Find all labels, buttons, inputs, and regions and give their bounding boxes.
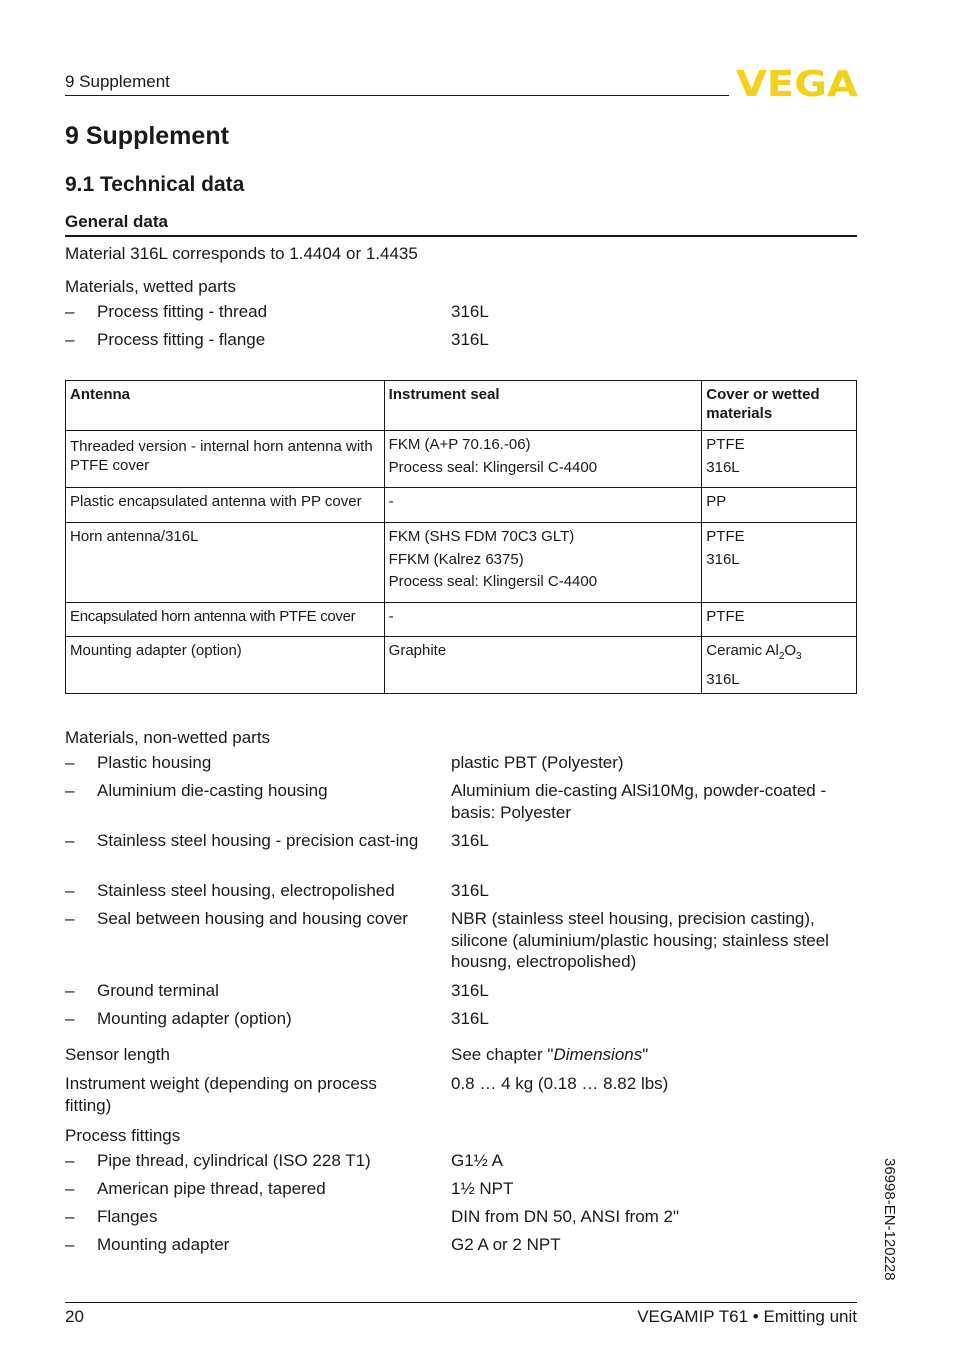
list-dash: – <box>65 981 75 1000</box>
cell-line: Process seal: Klingersil C-4400 <box>388 573 598 590</box>
cell-line: PTFE <box>706 436 745 453</box>
spec-label: Aluminium die-casting housing <box>97 781 328 800</box>
spec-value: DIN from DN 50, ANSI from 2" <box>451 1207 680 1226</box>
cell-line: FKM (A+P 70.16.-06) <box>388 436 531 453</box>
table-cell <box>384 431 702 488</box>
spec-label: Seal between housing and housing cover <box>97 909 408 928</box>
table-cell <box>384 603 702 637</box>
cell-line: Encapsulated horn antenna with PTFE cover <box>70 608 356 625</box>
vega-logo-mark <box>735 66 859 98</box>
formula-part: O <box>784 642 797 659</box>
spec-value: 316L <box>451 831 489 850</box>
list-dash: – <box>65 1207 75 1226</box>
table-cell <box>66 431 385 488</box>
table-cell <box>66 488 385 523</box>
cell-line: FFKM (Kalrez 6375) <box>388 550 524 568</box>
value-italic: Dimensions <box>553 1045 643 1064</box>
list-dash: – <box>65 881 75 900</box>
list-dash: – <box>65 1009 75 1028</box>
cell-line: PTFE <box>706 608 745 625</box>
cell-line: Plastic encapsulated antenna with PP cover <box>70 493 362 510</box>
spec-value <box>451 1044 861 1066</box>
table-row <box>66 431 857 488</box>
cell-line: Mounting adapter (option) <box>70 642 242 659</box>
list-dash: – <box>65 302 75 321</box>
spec-label: Flanges <box>97 1207 158 1226</box>
table-row <box>66 523 857 603</box>
cell-text: Threaded version - internal horn antenna with PTFE cover <box>70 438 373 474</box>
cell-line: Horn antenna/316L <box>70 528 199 545</box>
spec-label: Stainless steel housing, electropolished <box>97 881 395 900</box>
spec-value: 0.8 … 4 kg (0.18 … 8.82 lbs) <box>451 1074 669 1093</box>
svg-text:VEGA: VEGA <box>736 66 859 98</box>
subheading-rule <box>65 235 857 237</box>
cell-line: - <box>388 493 394 510</box>
spec-value: Aluminium die-casting AlSi10Mg, powder-coated - basis: Polyester <box>451 781 827 822</box>
list-dash: – <box>65 330 75 349</box>
spec-value: G1½ A <box>451 1151 503 1170</box>
list-dash: – <box>65 909 75 928</box>
list-dash: – <box>65 753 75 772</box>
table-cell <box>702 603 857 637</box>
table-cell <box>384 488 702 523</box>
table-cell <box>66 603 385 637</box>
footer-rule <box>65 1302 857 1303</box>
spec-label: Process fitting - thread <box>97 302 268 321</box>
table-cell <box>384 523 702 603</box>
formula-subscript: 2 <box>778 651 785 662</box>
value-text: See chapter " <box>451 1045 554 1064</box>
spec-label: Pipe thread, cylindrical (ISO 228 T1) <box>97 1151 371 1170</box>
formula-subscript: 3 <box>796 651 802 662</box>
materials-table <box>65 380 857 694</box>
spec-value: 1½ NPT <box>451 1179 514 1198</box>
vega-logo <box>735 66 859 98</box>
spec-label: Ground terminal <box>97 981 219 1000</box>
cell-line: Process seal: Klingersil C-4400 <box>388 458 598 476</box>
subheading-general-data: General data <box>65 212 168 231</box>
table-row <box>66 603 857 637</box>
table-cell <box>702 488 857 523</box>
spec-value: 316L <box>451 981 489 1000</box>
table-cell <box>702 523 857 603</box>
chapter-title: 9 Supplement <box>65 122 229 150</box>
spec-label: American pipe thread, tapered <box>97 1179 326 1198</box>
table-cell <box>66 637 385 694</box>
non-wetted-heading: Materials, non-wetted parts <box>65 728 271 747</box>
cell-line: 316L <box>706 670 740 688</box>
spec-label: Plastic housing <box>97 753 212 772</box>
spec-label: Mounting adapter (option) <box>97 1009 292 1028</box>
spec-value: 316L <box>451 881 489 900</box>
cell-line: Graphite <box>388 642 447 659</box>
list-dash: – <box>65 1235 75 1254</box>
wetted-heading: Materials, wetted parts <box>65 277 237 296</box>
ceramic-formula <box>706 640 852 669</box>
column-header-cover: Cover or wetted materials <box>702 381 857 431</box>
table-cell <box>702 637 857 694</box>
table-cell <box>384 637 702 694</box>
cell-line: PP <box>706 493 727 510</box>
material-note: Material 316L corresponds to 1.4404 or 1.4435 <box>65 244 418 263</box>
spec-label: Process fitting - flange <box>97 330 266 349</box>
table-row <box>66 488 857 523</box>
spec-label: Mounting adapter <box>97 1235 230 1254</box>
column-header-antenna: Antenna <box>66 381 385 431</box>
header-rule <box>65 95 729 96</box>
formula-part: Ceramic Al <box>706 642 779 659</box>
spec-value: 316L <box>451 1009 489 1028</box>
cell-line: PTFE <box>706 528 745 545</box>
table-header-row <box>66 381 857 431</box>
list-dash: – <box>65 781 75 800</box>
spec-value: G2 A or 2 NPT <box>451 1235 561 1254</box>
spec-value: 316L <box>451 330 489 349</box>
spec-label: Stainless steel housing - precision cast-ing <box>97 831 419 850</box>
column-header-seal: Instrument seal <box>384 381 702 431</box>
list-dash: – <box>65 1179 75 1198</box>
table-row <box>66 637 857 694</box>
cell-line: - <box>388 608 394 625</box>
running-header: 9 Supplement <box>65 72 170 91</box>
spec-value: plastic PBT (Polyester) <box>451 753 624 772</box>
cell-line: FKM (SHS FDM 70C3 GLT) <box>388 528 575 545</box>
table-cell <box>66 523 385 603</box>
spec-value: 316L <box>451 302 489 321</box>
table-cell <box>702 431 857 488</box>
spec-label: Instrument weight (depending on process fitting) <box>65 1074 377 1115</box>
section-title: 9.1 Technical data <box>65 173 245 196</box>
page-number: 20 <box>65 1307 84 1326</box>
cell-line: 316L <box>706 458 740 476</box>
value-text: " <box>642 1045 649 1064</box>
list-dash: – <box>65 1151 75 1170</box>
spec-label: Sensor length <box>65 1045 170 1064</box>
document-title: VEGAMIP T61 • Emitting unit <box>637 1307 857 1326</box>
process-fittings-heading: Process fittings <box>65 1126 181 1145</box>
spec-value: NBR (stainless steel housing, precision casting), silicone (aluminium/plastic housing; stainless steel housng, electropolished) <box>451 909 829 971</box>
cell-line: 316L <box>706 550 740 568</box>
list-dash: – <box>65 831 75 850</box>
document-code: 36998-EN-120228 <box>881 1158 898 1281</box>
